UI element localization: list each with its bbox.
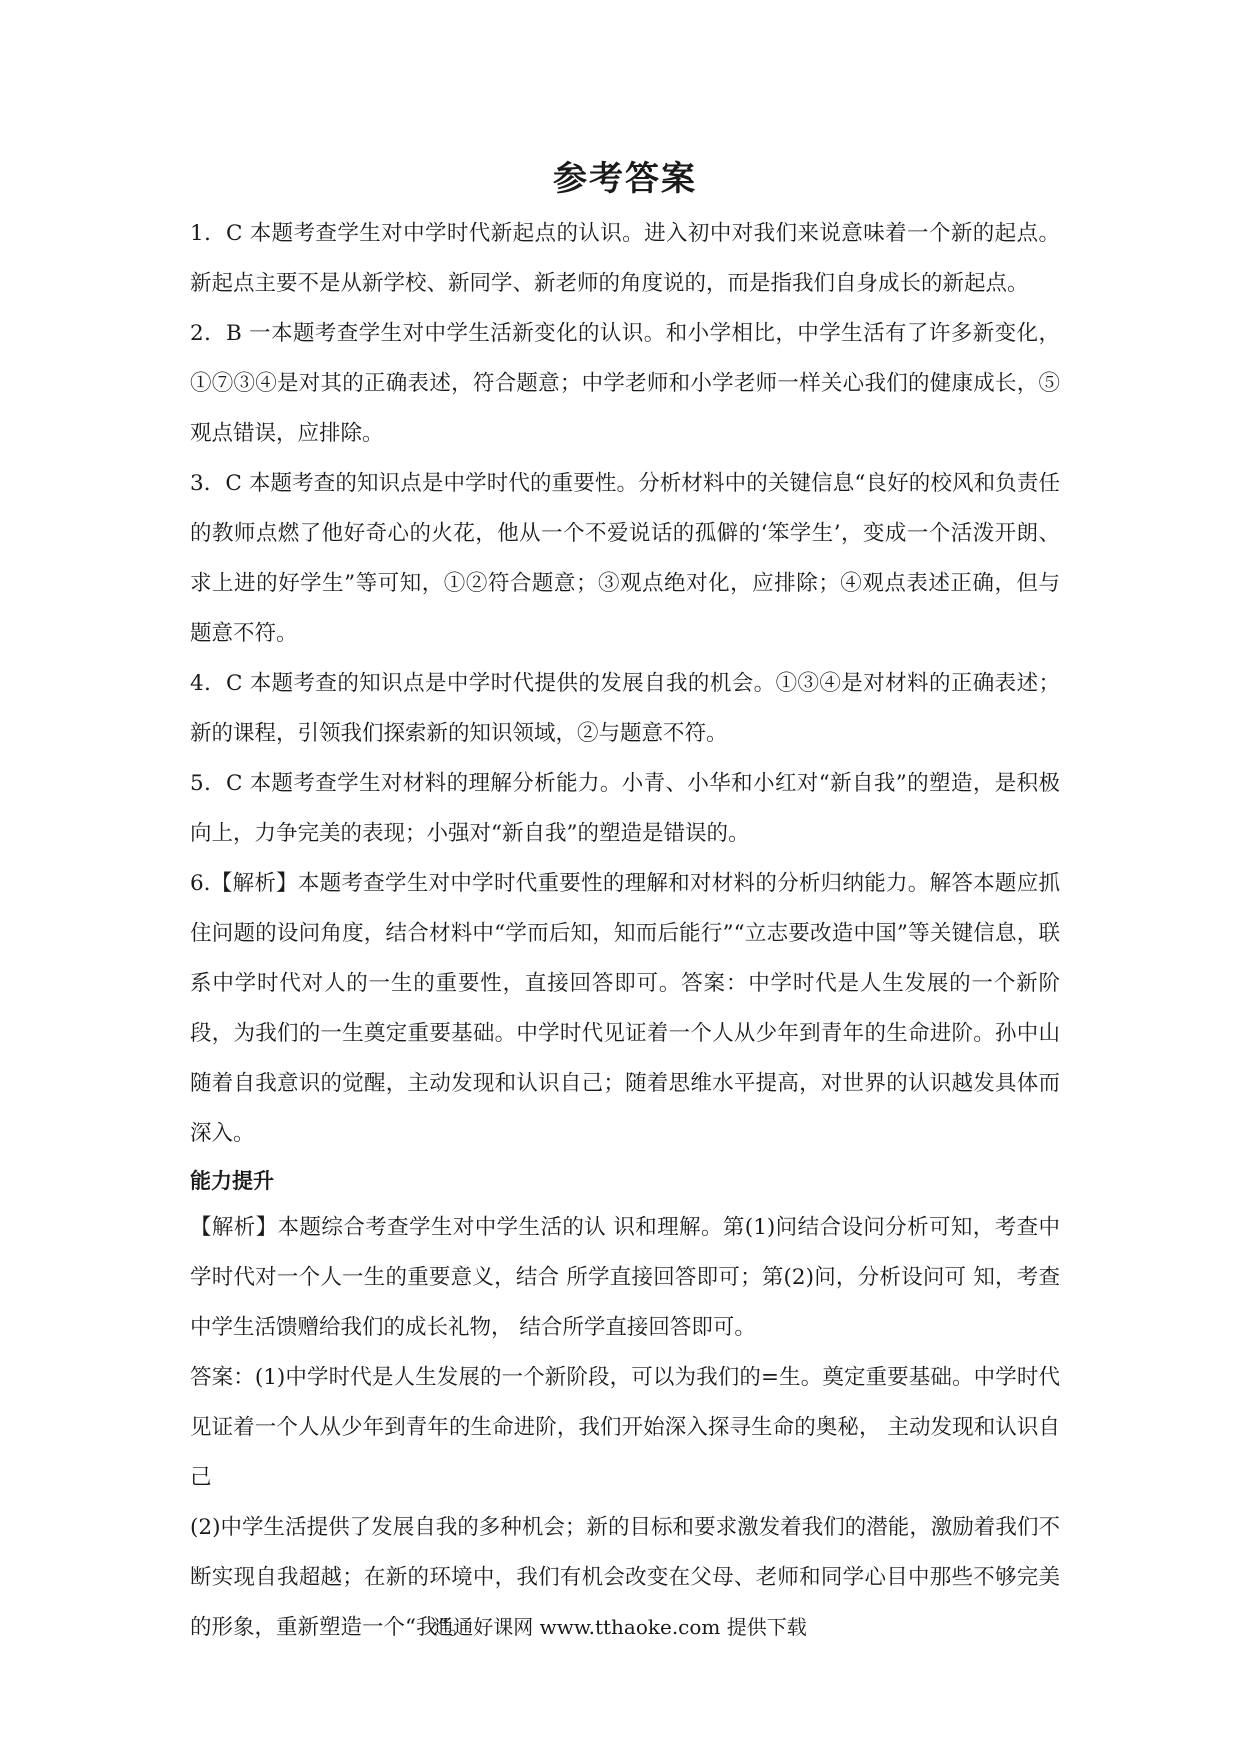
ability-analysis: 【解析】本题综合考查学生对中学生活的认 识和理解。第(1)问结合设问分析可知，考查中学时代对一个人一生的重要意义，结合 所学直接回答即可；第(2)问，分析设问可 知，考查中学生活馈赠给我们的成长礼物， 结合所学直接回答即可。 bbox=[190, 1215, 1060, 1340]
answer-1: 1．C 本题考查学生对中学时代新起点的认识。进入初中对我们来说意味着一个新的起点。新起点主要不是从新学校、新同学、新老师的角度说的，而是指我们自身成长的新起点。 bbox=[190, 221, 1060, 296]
answer-2: 2．B 一本题考查学生对中学生活新变化的认识。和小学相比，中学生活有了许多新变化，①⑦③④是对其的正确表述，符合题意；中学老师和小学老师一样关心我们的健康成长，⑤观点错误，应排除。 bbox=[190, 321, 1060, 446]
section-heading: 能力提升 bbox=[190, 1169, 274, 1193]
answer-3: 3．C 本题考查的知识点是中学时代的重要性。分析材料中的关键信息“良好的校风和负责任的教师点燃了他好奇心的火花，他从一个不爱说话的孤僻的‘笨学生’，变成一个活泼开朗、求上进的好学生”等可知，①②符合题意；③观点绝对化，应排除；④观点表述正确，但与题意不符。 bbox=[190, 471, 1060, 646]
footer-source: 通通好课网 www.tthaoke.com 提供下载 bbox=[433, 1615, 807, 1639]
answer-4: 4．C 本题考查的知识点是中学时代提供的发展自我的机会。①③④是对材料的正确表述；新的课程，引领我们探索新的知识领域，②与题意不符。 bbox=[190, 671, 1060, 746]
ability-answer-2: (2)中学生活提供了发展自我的多种机会；新的目标和要求激发着我们的潜能，激励着我们不断实现自我超越；在新的环境中，我们有机会改变在父母、老师和同学心目中那些不够完美的形象，重新塑造一个“我”。 bbox=[190, 1515, 1060, 1640]
document-body bbox=[190, 155, 1060, 1653]
answer-5: 5．C 本题考查学生对材料的理解分析能力。小青、小华和小红对“新自我”的塑造，是积极向上，力争完美的表现；小强对“新自我”的塑造是错误的。 bbox=[190, 771, 1060, 846]
answer-6: 6.【解析】本题考查学生对中学时代重要性的理解和对材料的分析归纳能力。解答本题应抓住问题的设问角度，结合材料中“学而后知，知而后能行”“立志要改造中国”等关键信息，联系中学时代对人的一生的重要性，直接回答即可。答案：中学时代是人生发展的一个新阶段，为我们的一生奠定重要基础。中学时代见证着一个人从少年到青年的生命进阶。孙中山随着自我意识的觉醒，主动发现和认识自己；随着思维水平提高，对世界的认识越发具体而深入。 bbox=[190, 871, 1060, 1146]
ability-answer-1: 答案：(1)中学时代是人生发展的一个新阶段，可以为我们的=生。奠定重要基础。中学时代见证着一个人从少年到青年的生命进阶，我们开始深入探寻生命的奥秘， 主动发现和认识自己 bbox=[190, 1365, 1060, 1490]
page-title: 参考答案 bbox=[553, 159, 697, 199]
